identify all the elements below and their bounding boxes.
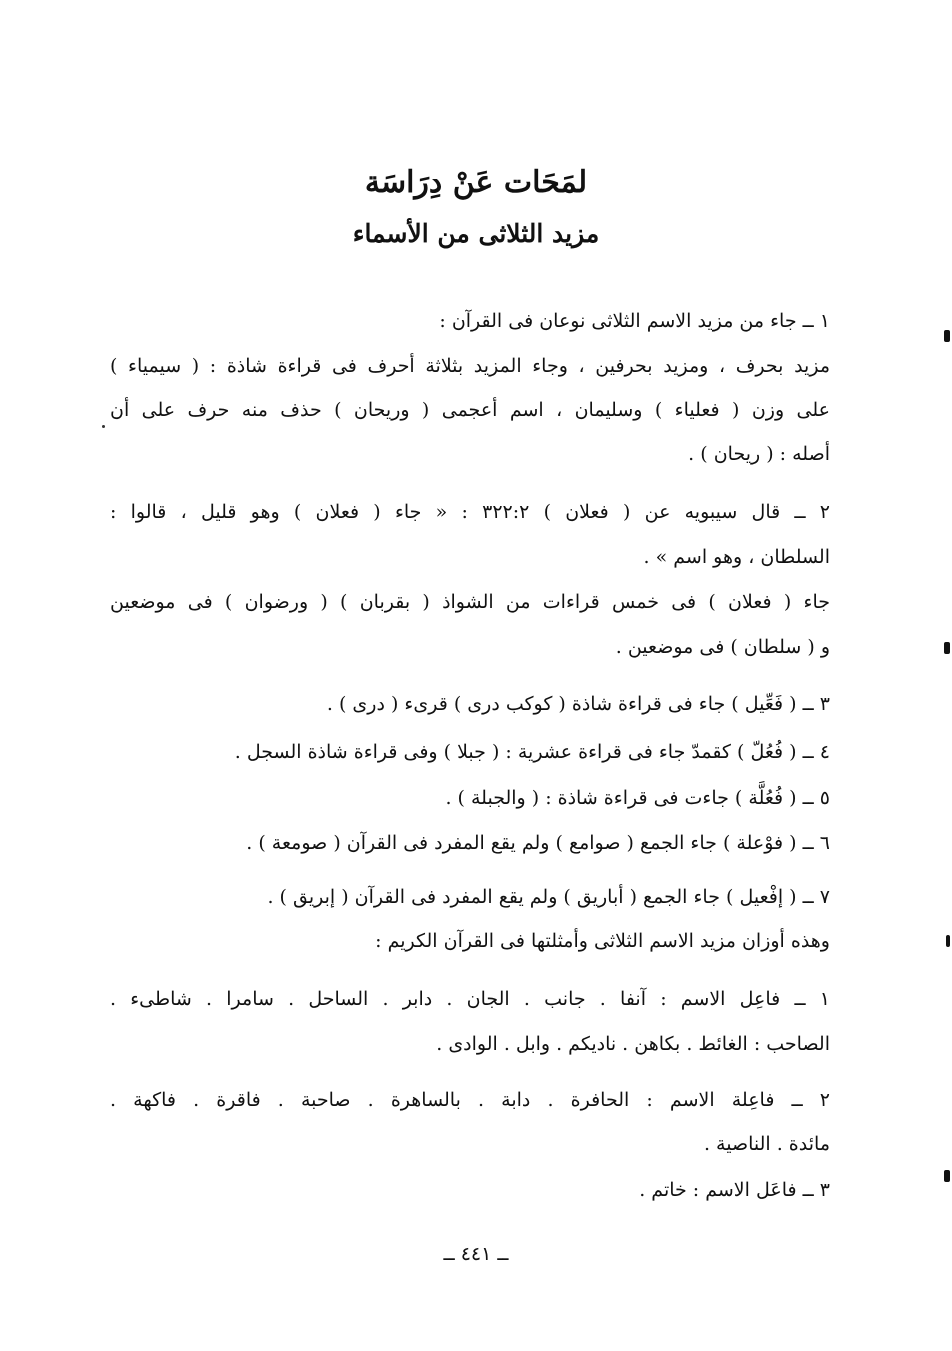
paragraph-line: ١ ــ جاء من مزيد الاسم الثلاثى نوعان فى القرآن : [439, 310, 830, 332]
paragraph-line: السلطان ، وهو اسم » . [643, 546, 830, 568]
paragraph-line: جاء ( فعلان ) فى خمس قراءات من الشواذ ( بقربان ) ( ورضوان ) فى موضعين [110, 591, 830, 613]
paragraph-line: ٣ ــ فاعَل الاسم : خاتم . [639, 1179, 830, 1201]
page-title: لمَحَات عَنْ دِرَاسَة [364, 165, 588, 200]
paragraph-line: ٧ ــ ( إفْعيل ) جاء الجمع ( أباريق ) ولم يقع المفرد فى القرآن ( إبريق ) . [267, 886, 830, 908]
page-number: ــ ٤٤١ ــ [443, 1243, 509, 1265]
paragraph-line: مائدة . الناصية . [703, 1133, 830, 1155]
paragraph-line: ٢ ــ فاعِلة الاسم : الحافرة . دابة . بالساهرة . صاحبة . فاقرة . فاكهة . [110, 1089, 830, 1111]
margin-mark [944, 1170, 950, 1182]
paragraph-line: ٤ ــ ( فُعُلّ ) كقمدّ جاء فى قراءة عشرية : ( جبلا ) وفى قراءة شاذة السجل . [234, 741, 830, 763]
margin-mark [944, 642, 950, 654]
paragraph-line: ٢ ــ قال سيبويه عن ( فعلان ) ٣٢٢:٢ : « جاء ( فعلان ) وهو قليل ، قالوا : [110, 501, 830, 523]
paragraph-line: الصاحب : الغائط . بكاهن . ناديكم . وابل . الوادى . [436, 1033, 830, 1055]
margin-mark [944, 330, 950, 342]
margin-mark [946, 935, 950, 947]
paragraph-line: ٥ ــ ( فُعُلَّة ) جاءت فى قراءة شاذة : ( والجبلة ) . [445, 787, 830, 809]
paragraph-line: مزيد بحرف ، ومزيد بحرفين ، وجاء المزيد بثلاثة أحرف فى قراءة شاذة : ( سيمياء ) [110, 355, 830, 377]
paragraph-line: ١ ــ فاعِل الاسم : آنفا . جانب . الجان . دابر . الساحل . سامرا . شاطىء . [110, 988, 830, 1010]
paragraph-line: أصله : ( ريحان ) . [688, 443, 830, 465]
stray-dot [102, 425, 105, 428]
paragraph-line: ٦ ــ ( فوْعلة ) جاء الجمع ( صوامع ) ولم يقع المفرد فى القرآن ( صومعة ) . [246, 832, 830, 854]
paragraph-line: وهذه أوزان مزيد الاسم الثلاثى وأمثلتها فى القرآن الكريم : [375, 930, 830, 952]
page-subtitle: مزيد الثلاثى من الأسماء [352, 219, 600, 248]
paragraph-line: و ( سلطان ) فى موضعين . [615, 636, 830, 658]
paragraph-line: على وزن ( فعلياء ) وسليمان ، اسم أعجمى ( وريحان ) حذف منه حرف على أن [110, 399, 830, 421]
paragraph-line: ٣ ــ ( فَعِّيل ) جاء فى قراءة شاذة ( كوكب درى ) قرىء ( درى ) . [326, 693, 830, 715]
